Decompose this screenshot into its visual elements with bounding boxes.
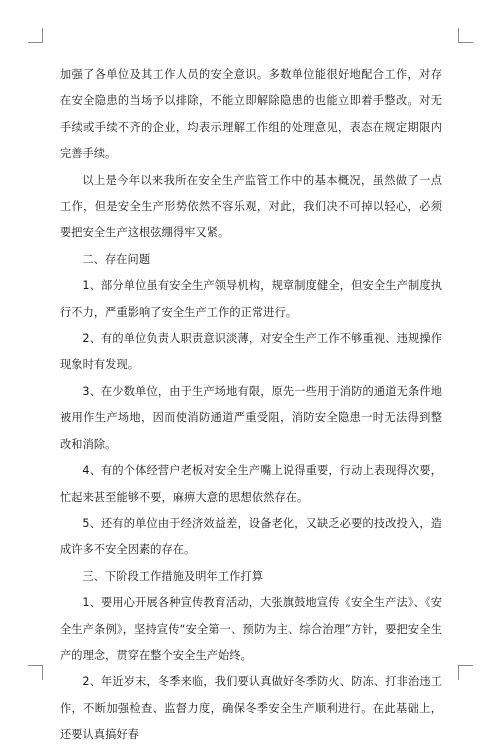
paragraph: 2、有的单位负责人职责意识淡薄，对安全生产工作不够重视、违规操作现象时有发现。 [60,332,442,372]
paragraph: 以上是今年以来我所在安全生产监管工作中的基本概况，虽然做了一点工作，但是安全生产形势依然不容乐观，对此，我们决不可掉以轻心，必须要把安全生产这根弦绷得牢又紧。 [60,173,442,240]
document-body [60,62,442,749]
crop-mark-top-left [28,28,43,43]
crop-mark-bottom-right [458,665,473,680]
crop-mark-bottom-left [28,665,43,680]
paragraph: 1、部分单位虽有安全生产领导机构，规章制度健全，但安全生产制度执行不力，严重影响了安全生产工作的正常进行。 [60,279,442,319]
paragraph: 5、还有的单位由于经济效益差，设备老化，又缺乏必要的技改投入，造成许多不安全因素的存在。 [60,516,442,557]
section-heading: 二、存在问题 [82,252,151,266]
paragraph: 2、年近岁末，冬季来临，我们要认真做好冬季防火、防冻、打非治违工作，不断加强检查、监督力度，确保冬季安全生产顺利进行。在此基础上，还要认真搞好春 [60,675,442,742]
crop-mark-top-right [458,28,473,43]
paragraph: 1、要用心开展各种宣传教育活动，大张旗鼓地宣传《安全生产法》、《安全生产条例》，坚持宣传“安全第一、预防为主、综合治理”方针，要把安全生产的理念，贯穿在整个安全生产始终。 [60,596,442,662]
paragraph: 3、在少数单位，由于生产场地有限，原先一些用于消防的通道无条件地被用作生产场地，因而使消防通道严重受阻，消防安全隐患一时无法得到整改和消除。 [60,384,442,451]
paragraph: 4、有的个体经营户老板对安全生产嘴上说得重要，行动上表现得次要，忙起来甚至能够不要，麻痹大意的思想依然存在。 [60,464,442,504]
paragraph: 加强了各单位及其工作人员的安全意识。多数单位能很好地配合工作，对存在安全隐患的当场予以排除，不能立即解除隐患的也能立即着手整改。对无手续或手续不齐的企业，均表示理解工作组的处理意见，表态在规定期限内完善手续。 [60,68,442,161]
section-heading: 三、下阶段工作措施及明年工作打算 [82,569,263,583]
